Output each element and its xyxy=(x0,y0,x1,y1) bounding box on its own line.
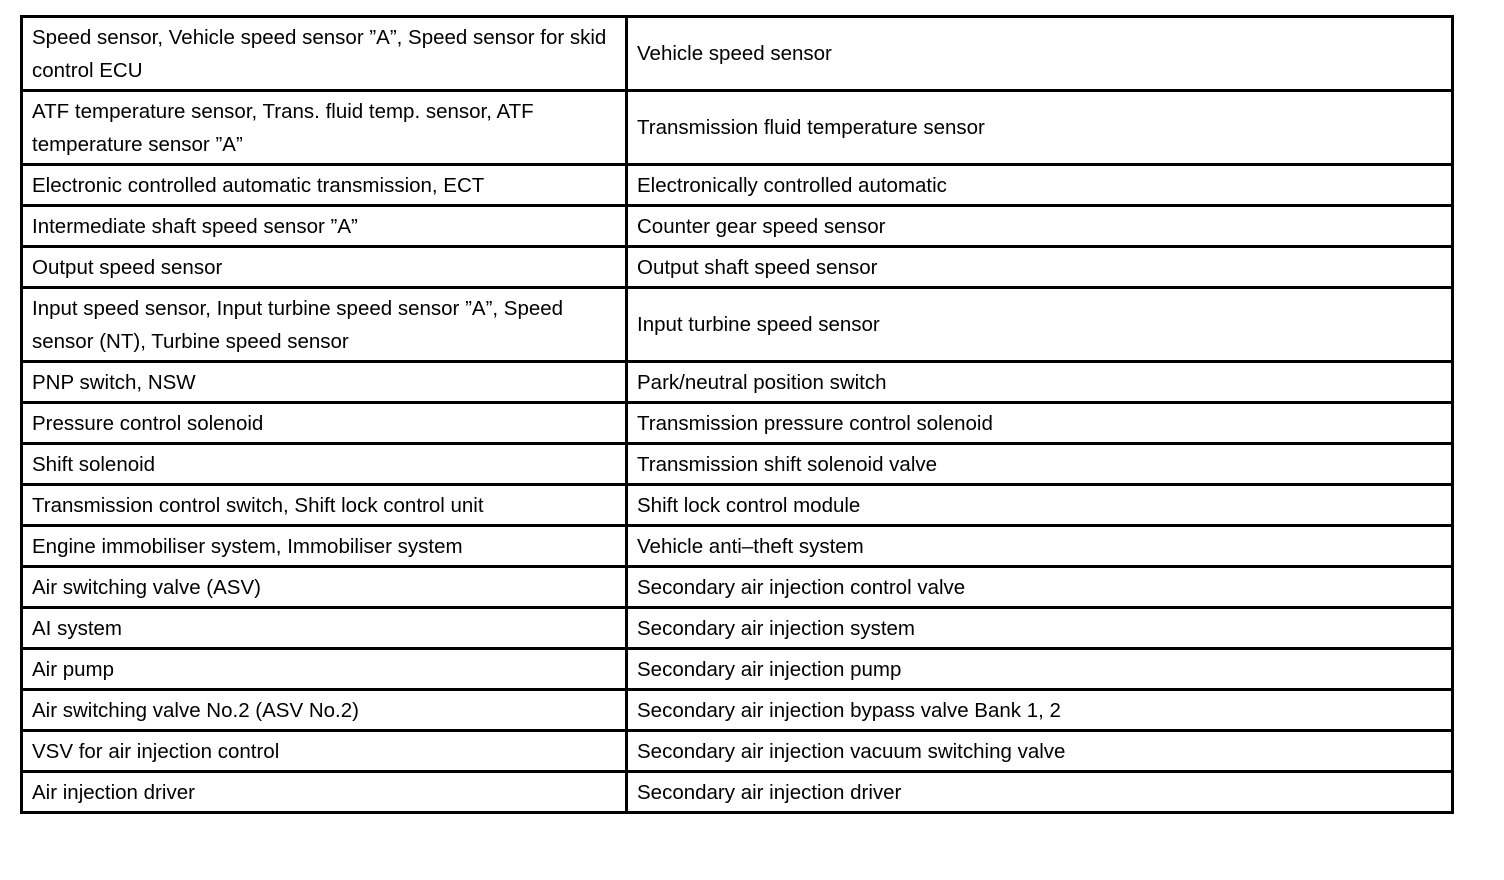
standard-term-cell: Secondary air injection driver xyxy=(627,772,1453,813)
table-row xyxy=(22,485,1453,526)
table-row xyxy=(22,731,1453,772)
standard-term-cell: Transmission fluid temperature sensor xyxy=(627,91,1453,165)
table-row xyxy=(22,444,1453,485)
standard-term-cell: Secondary air injection control valve xyxy=(627,567,1453,608)
table-row xyxy=(22,649,1453,690)
term-cell: Air pump xyxy=(22,649,627,690)
standard-term-cell: Shift lock control module xyxy=(627,485,1453,526)
term-cell: VSV for air injection control xyxy=(22,731,627,772)
term-cell: Engine immobiliser system, Immobiliser system xyxy=(22,526,627,567)
table-row xyxy=(22,690,1453,731)
table-row xyxy=(22,608,1453,649)
table-row xyxy=(22,165,1453,206)
standard-term-cell: Vehicle anti–theft system xyxy=(627,526,1453,567)
table-row xyxy=(22,362,1453,403)
standard-term-cell: Secondary air injection vacuum switching valve xyxy=(627,731,1453,772)
term-cell: Pressure control solenoid xyxy=(22,403,627,444)
term-cell: Transmission control switch, Shift lock control unit xyxy=(22,485,627,526)
term-cell: Air switching valve No.2 (ASV No.2) xyxy=(22,690,627,731)
standard-term-cell: Secondary air injection bypass valve Bank 1, 2 xyxy=(627,690,1453,731)
term-cell: Electronic controlled automatic transmission, ECT xyxy=(22,165,627,206)
table-row xyxy=(22,91,1453,165)
table-row xyxy=(22,526,1453,567)
terminology-table xyxy=(20,15,1454,814)
standard-term-cell: Input turbine speed sensor xyxy=(627,288,1453,362)
term-cell: Shift solenoid xyxy=(22,444,627,485)
standard-term-cell: Transmission pressure control solenoid xyxy=(627,403,1453,444)
term-cell: Air injection driver xyxy=(22,772,627,813)
term-cell: Intermediate shaft speed sensor ”A” xyxy=(22,206,627,247)
standard-term-cell: Vehicle speed sensor xyxy=(627,17,1453,91)
table-row xyxy=(22,206,1453,247)
table-row xyxy=(22,288,1453,362)
standard-term-cell: Counter gear speed sensor xyxy=(627,206,1453,247)
table-row xyxy=(22,247,1453,288)
standard-term-cell: Secondary air injection pump xyxy=(627,649,1453,690)
term-cell: AI system xyxy=(22,608,627,649)
standard-term-cell: Park/neutral position switch xyxy=(627,362,1453,403)
standard-term-cell: Output shaft speed sensor xyxy=(627,247,1453,288)
table-row xyxy=(22,17,1453,91)
term-cell: ATF temperature sensor, Trans. fluid temp. sensor, ATF temperature sensor ”A” xyxy=(22,91,627,165)
term-cell: Speed sensor, Vehicle speed sensor ”A”, Speed sensor for skid control ECU xyxy=(22,17,627,91)
term-cell: Output speed sensor xyxy=(22,247,627,288)
term-cell: Air switching valve (ASV) xyxy=(22,567,627,608)
term-cell: PNP switch, NSW xyxy=(22,362,627,403)
standard-term-cell: Transmission shift solenoid valve xyxy=(627,444,1453,485)
standard-term-cell: Secondary air injection system xyxy=(627,608,1453,649)
table-row xyxy=(22,567,1453,608)
table-row xyxy=(22,772,1453,813)
table-row xyxy=(22,403,1453,444)
standard-term-cell: Electronically controlled automatic xyxy=(627,165,1453,206)
term-cell: Input speed sensor, Input turbine speed sensor ”A”, Speed sensor (NT), Turbine speed sensor xyxy=(22,288,627,362)
